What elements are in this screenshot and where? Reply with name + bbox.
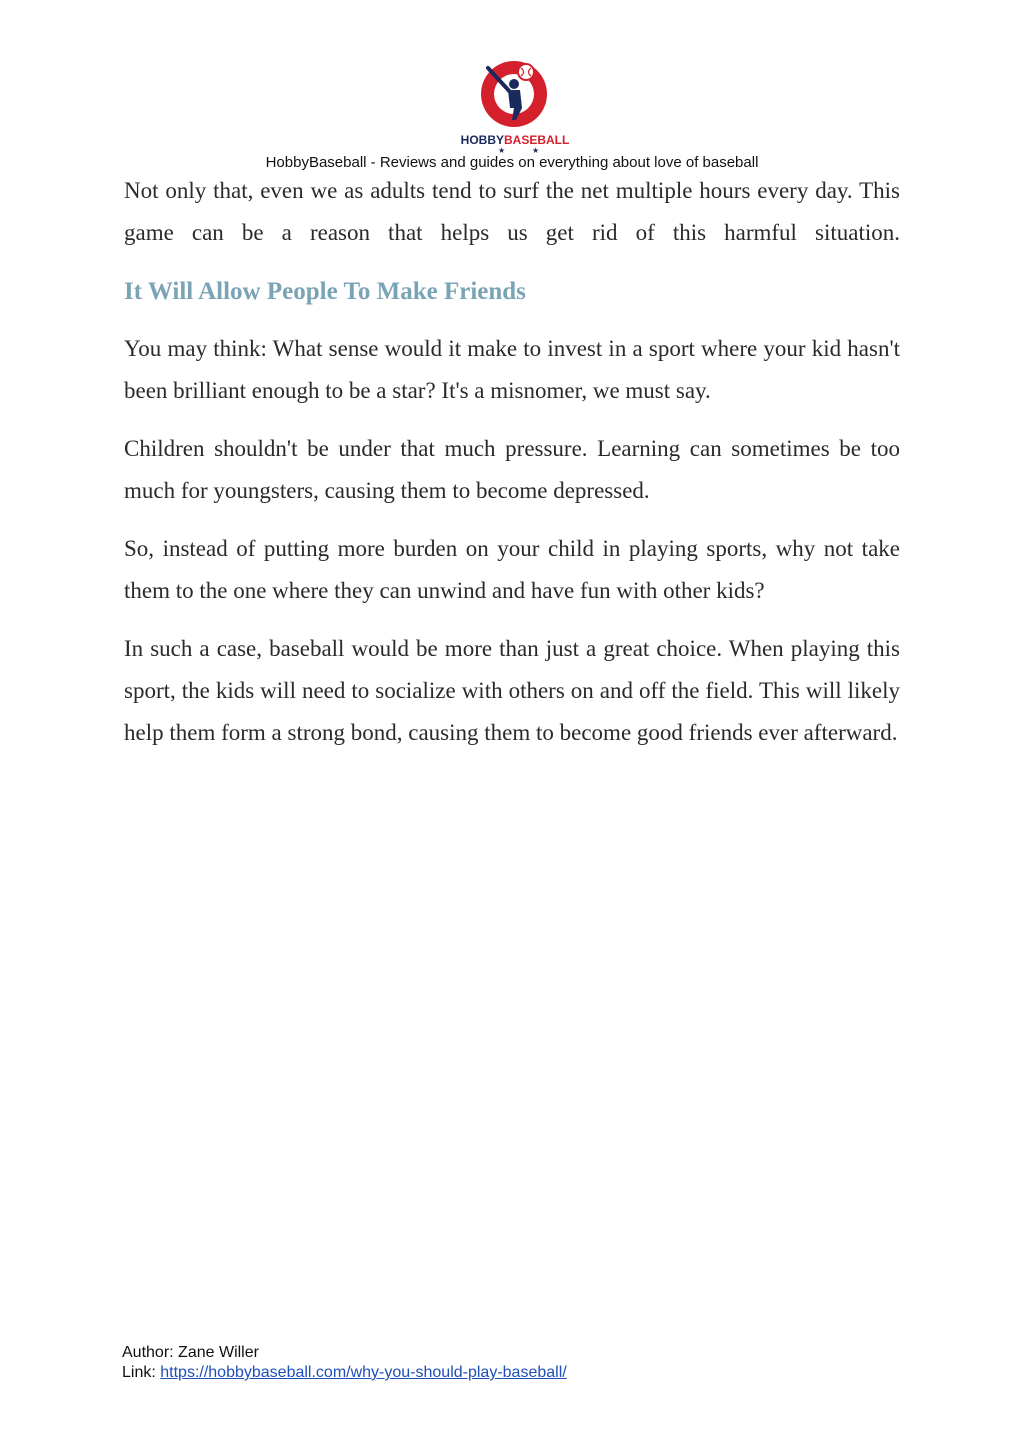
author-line <box>122 1343 567 1363</box>
logo-text-baseball: BASEBALL <box>504 133 570 147</box>
paragraph-4: In such a case, baseball would be more than just a great choice. When playing this sport, the kids will need to socialize with others on and off the field. This will likely help them form a strong bond, causing them to become good friends ever afterward. <box>124 636 900 745</box>
link-line <box>122 1363 567 1383</box>
svg-text:★: ★ <box>498 146 506 155</box>
article-link[interactable]: https://hobbybaseball.com/why-you-should-play-baseball/ <box>160 1364 567 1381</box>
intro-paragraph: Not only that, even we as adults tend to surf the net multiple hours every day. This game can be a reason that helps us get rid of this harmful situation. <box>124 178 900 245</box>
section-heading: It Will Allow People To Make Friends <box>124 278 526 305</box>
page-footer <box>122 1343 567 1383</box>
paragraph-2: Children shouldn't be under that much pressure. Learning can sometimes be too much for youngsters, causing them to become depressed. <box>124 436 900 503</box>
hobbybaseball-logo <box>460 58 570 155</box>
paragraph-3: So, instead of putting more burden on your child in playing sports, why not take them to the one where they can unwind and have fun with other kids? <box>124 536 900 603</box>
paragraph-1: You may think: What sense would it make to invest in a sport where your kid hasn't been brilliant enough to be a star? It's a misnomer, we must say. <box>124 336 900 403</box>
svg-text:HOBBYBASEBALL <box>461 133 570 147</box>
link-label: Link: <box>122 1364 156 1381</box>
article-body <box>124 170 900 770</box>
svg-text:★: ★ <box>532 146 540 155</box>
author-label: Author: <box>122 1344 174 1361</box>
author-name: Zane Willer <box>178 1344 259 1361</box>
site-tagline: HobbyBaseball - Reviews and guides on everything about love of baseball <box>265 154 759 171</box>
logo-text-hobby: HOBBY <box>460 133 504 147</box>
